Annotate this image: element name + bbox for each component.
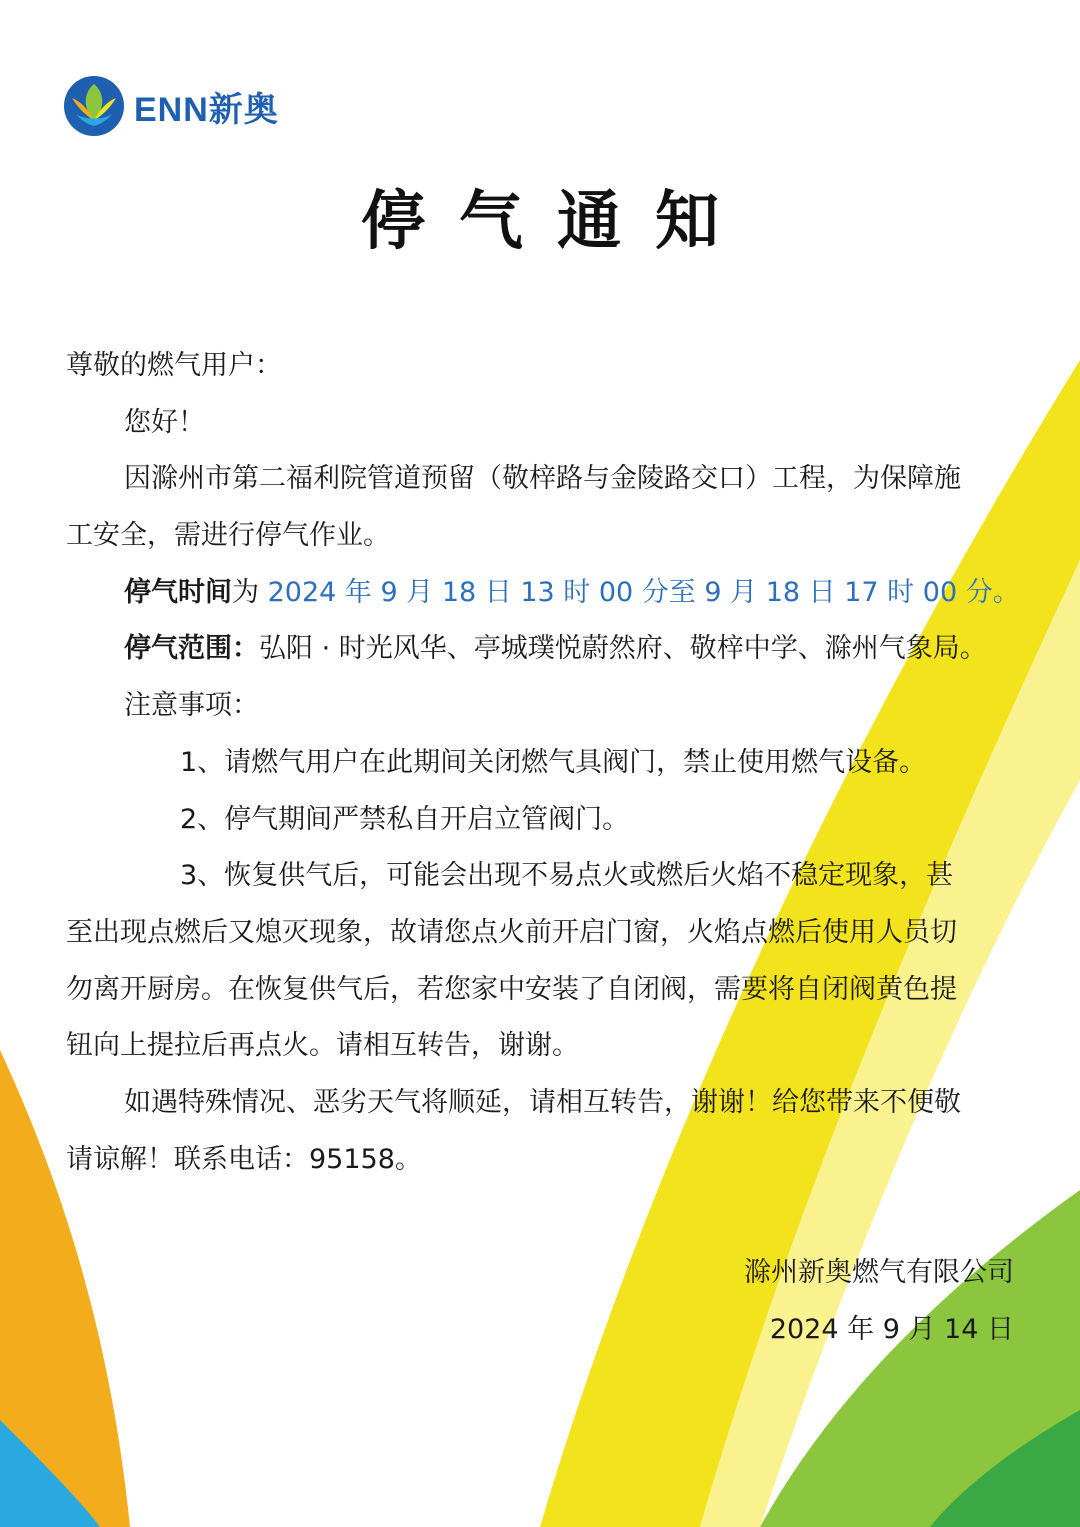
company-logo (62, 74, 279, 138)
outage-scope-label: 停气范围： (124, 633, 259, 665)
outage-time-value: 2024 年 9 月 18 日 13 时 00 分至 9 月 18 日 17 时 00 分。 (267, 576, 1020, 608)
outage-scope (66, 621, 1016, 678)
signature-company: 滁州新奥燃气有限公司 (744, 1257, 1014, 1288)
note-item-3-line-3: 勿离开厨房。在恢复供气后，若您家中安装了自闭阀，需要将自闭阀黄色提 (66, 973, 957, 1005)
notes-heading: 注意事项： (124, 690, 259, 722)
outage-time-label: 停气时间 (124, 576, 232, 608)
signature-date: 2024 年 9 月 14 日 (769, 1314, 1014, 1345)
closing-line-1: 如遇特殊情况、恶劣天气将顺延，请相互转告，谢谢！给您带来不便敬 (124, 1086, 961, 1118)
note-item-3-line-4: 钮向上提拉后再点火。请相互转告，谢谢。 (66, 1030, 579, 1062)
note-item-3-line-2: 至出现点燃后又熄灭现象，故请您点火前开启门窗，火焰点燃后使用人员切 (66, 916, 957, 948)
outage-time-connector: 为 (232, 576, 268, 608)
notice-body (66, 338, 1020, 1188)
note-item-2: 2、停气期间严禁私自开启立管阀门。 (180, 803, 630, 835)
page-title: 停气通知 (361, 185, 753, 259)
intro-line-2: 工安全，需进行停气作业。 (66, 520, 390, 552)
outage-time (66, 565, 1020, 622)
outage-scope-value: 弘阳 · 时光风华、亭城璞悦蔚然府、敬梓中学、滁州气象局。 (259, 633, 987, 665)
signature-block (744, 1244, 1014, 1358)
logo-en: ENN (134, 90, 209, 129)
closing-line-2: 请谅解！联系电话：95158。 (66, 1143, 422, 1175)
note-item-3-line-1: 3、恢复供气后，可能会出现不易点火或燃后火焰不稳定现象，甚 (180, 860, 954, 892)
logo-wordmark (134, 82, 279, 131)
note-item-1: 1、请燃气用户在此期间关闭燃气具阀门，禁止使用燃气设备。 (180, 746, 927, 778)
greeting: 尊敬的燃气用户： (66, 350, 282, 381)
hello: 您好！ (124, 406, 205, 438)
logo-cn: 新奥 (208, 90, 279, 129)
enn-flower-icon (62, 74, 126, 138)
intro-line-1: 因滁州市第二福利院管道预留（敬梓路与金陵路交口）工程，为保障施 (124, 463, 961, 495)
